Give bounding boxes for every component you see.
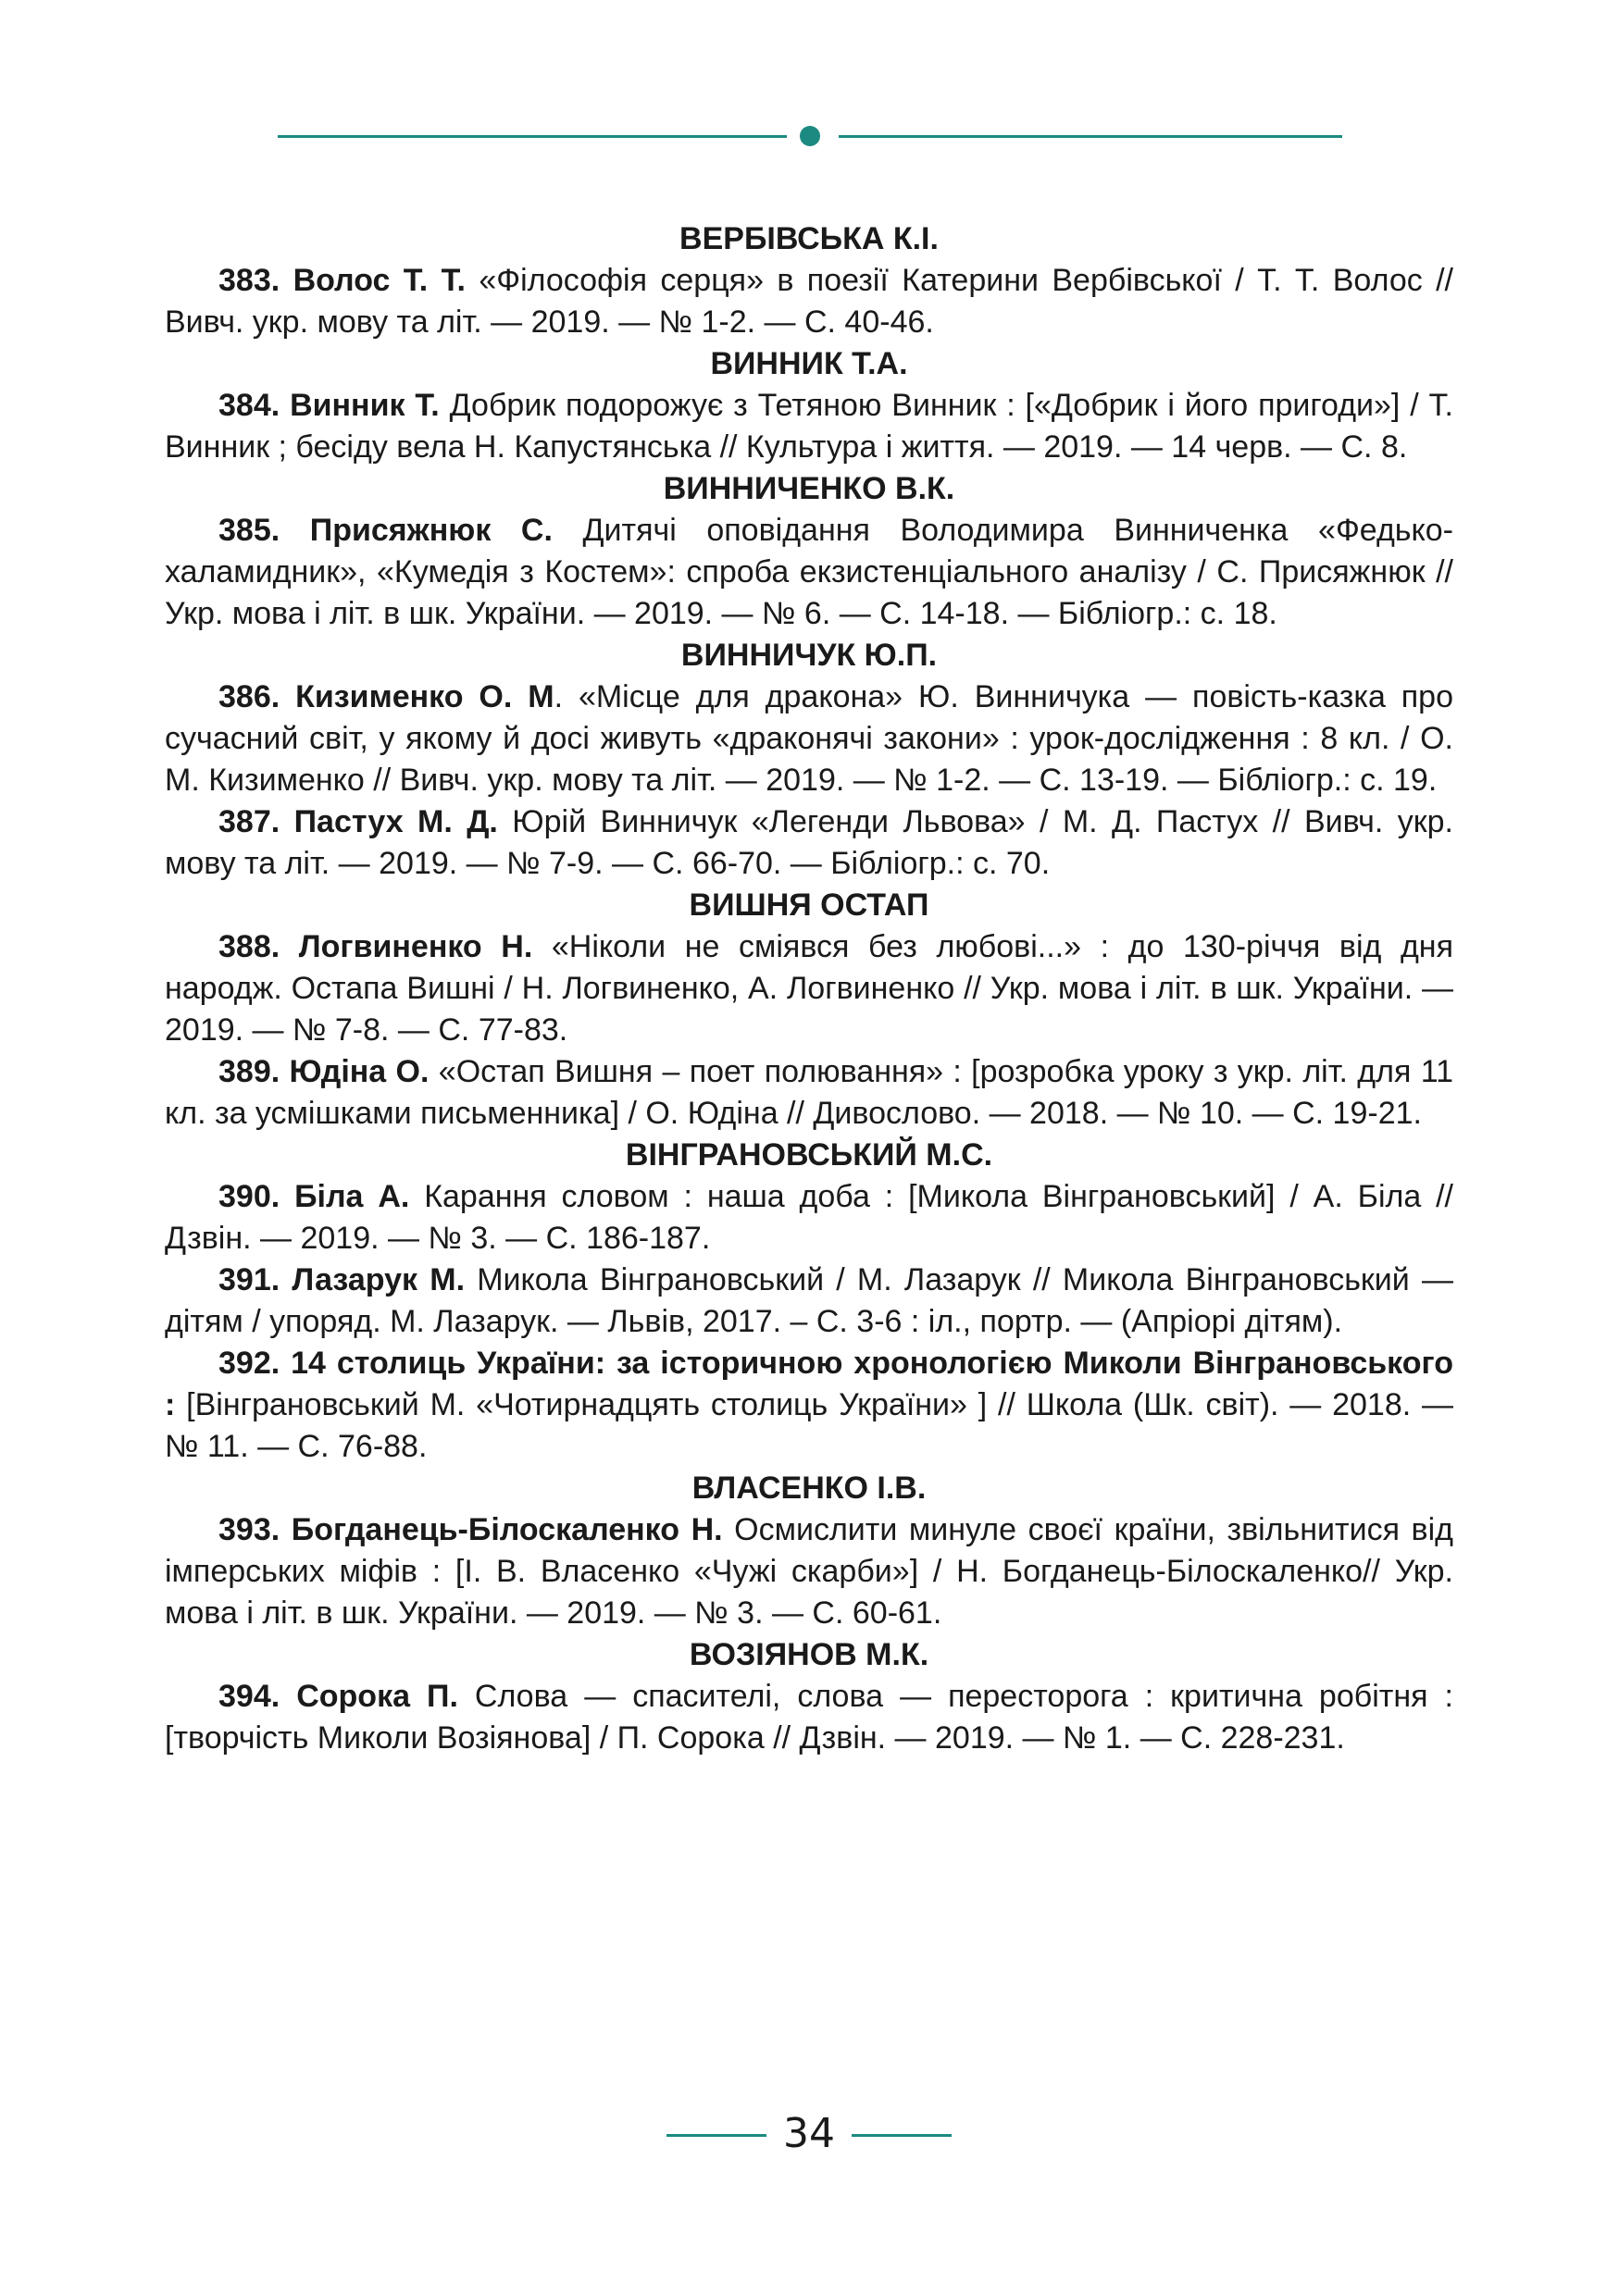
bibliography-entry	[165, 1051, 1453, 1135]
entry-author: Волос Т. Т.	[293, 263, 466, 298]
page-number: 34	[783, 2110, 835, 2157]
entry-text: Добрик подорожує з Тетяною Винник : [«Добрик і його пригоди»] / Т. Винник ; бесіду вела Н. Капустянська // Культура і життя. — 2019. — 14 черв. — С. 8.	[165, 388, 1453, 465]
bibliography-entry	[165, 510, 1453, 635]
entry-author: Біла А.	[294, 1179, 410, 1214]
section-heading: ВЕРБІВСЬКА К.І.	[679, 221, 939, 256]
entry-number: 391.	[218, 1262, 280, 1297]
entry-number: 394.	[218, 1679, 280, 1714]
entry-text: Юрій Винничук «Легенди Львова» / М. Д. Пастух // Вивч. укр. мову та літ. — 2019. — № 7-9. — С. 66-70. — Бібліогр.: с. 70.	[165, 804, 1453, 881]
section-heading: ВИННИК Т.А.	[710, 346, 908, 381]
entry-number: 389.	[218, 1054, 280, 1089]
entry-number: 384.	[218, 388, 280, 423]
bibliography-entry	[165, 801, 1453, 885]
top-decorative-rule	[278, 133, 1342, 141]
bibliography-entry	[165, 260, 1453, 343]
bibliography-entry	[165, 1509, 1453, 1634]
bibliography-entry	[165, 1343, 1453, 1468]
entry-text: Карання словом : наша доба : [Микола Вінграновський] / А. Біла // Дзвін. — 2019. — № 3. — С. 186-187.	[165, 1179, 1454, 1256]
entry-author: 14 столиць України: за історичною хронологією Миколи Вінграновського :	[165, 1346, 1453, 1422]
entry-number: 386.	[218, 679, 280, 714]
footer-line-left	[666, 2134, 766, 2137]
bibliography-entry	[165, 676, 1453, 801]
section-heading: ВИШНЯ ОСТАП	[689, 887, 929, 923]
entry-text: Осмислити минуле своєї країни, звільнитися від імперських міфів : [І. В. Власенко «Чужі скарби»] / Н. Богданець-Білоскаленко// Укр. мова і літ. в шк. України. — 2019. — № 3. — С. 60-61.	[165, 1512, 1453, 1631]
entry-text: Слова — спасителі, слова — пересторога : критична робітня : [творчість Миколи Возіянова] / П. Сорока // Дзвін. — 2019. — № 1. — С. 228-231.	[165, 1679, 1453, 1756]
entry-author: Юдіна О.	[289, 1054, 430, 1089]
entry-number: 392.	[218, 1346, 280, 1381]
entry-author: Кизименко О. М	[295, 679, 554, 714]
entry-text: [Вінграновський М. «Чотирнадцять столиць України» ] // Школа (Шк. світ). — 2018. — № 11. — С. 76-88.	[165, 1387, 1453, 1464]
bibliography-content	[165, 218, 1453, 1759]
entry-number: 388.	[218, 929, 280, 964]
entry-author: Богданець-Білоскаленко Н.	[291, 1512, 723, 1547]
entry-number: 385.	[218, 513, 280, 548]
section-heading: ВІНГРАНОВСЬКИЙ М.С.	[625, 1137, 993, 1173]
section-heading: ВЛАСЕНКО І.В.	[691, 1471, 927, 1506]
rule-line-left	[278, 135, 787, 138]
bibliography-entry	[165, 1176, 1453, 1260]
entry-text: «Ніколи не сміявся без любові...» : до 130-річчя від дня народж. Остапа Вишні / Н. Логвиненко, А. Логвиненко // Укр. мова і літ. в шк. України. — 2019. — № 7-8. — С. 77-83.	[165, 929, 1453, 1048]
entry-text: «Остап Вишня – поет полювання» : [розробка уроку з укр. літ. для 11 кл. за усмішками письменника] / О. Юдіна // Дивослово. — 2018. — № 10. — С. 19-21.	[165, 1054, 1454, 1131]
section-heading: ВИННИЧЕНКО В.К.	[663, 471, 955, 506]
bibliography-entry	[165, 1260, 1453, 1343]
entry-author: Присяжнюк С.	[309, 513, 553, 548]
entry-number: 387.	[218, 804, 280, 839]
entry-author: Пастух М. Д.	[293, 804, 498, 839]
rule-dot-icon	[800, 126, 820, 146]
entry-text: . «Місце для дракона» Ю. Винничука — повість-казка про сучасний світ, у якому й досі живуть «драконячі закони» : урок-дослідження : 8 кл. / О. М. Кизименко // Вивч. укр. мову та літ. — 2019. — № 1-2. — С. 13-19. — Бібліогр.: с. 19.	[165, 679, 1454, 798]
bibliography-entry	[165, 1676, 1453, 1759]
entry-author: Сорока П.	[296, 1679, 458, 1714]
bibliography-entry	[165, 926, 1453, 1051]
entry-number: 393.	[218, 1512, 280, 1547]
section-heading: ВИННИЧУК Ю.П.	[680, 638, 938, 673]
entry-number: 383.	[218, 263, 280, 298]
entry-text: Дитячі оповідання Володимира Винниченка «Федько-халамидник», «Кумедія з Костем»: спроба екзистенціального аналізу / С. Присяжнюк // Укр. мова і літ. в шк. України. — 2019. — № 6. — С. 14-18. — Бібліогр.: с. 18.	[165, 513, 1454, 631]
page-footer	[666, 2108, 953, 2164]
entry-author: Лазарук М.	[292, 1262, 466, 1297]
bibliography-entry	[165, 385, 1453, 468]
entry-text: «Філософія серця» в поезії Катерини Вербівської / Т. Т. Волос // Вивч. укр. мову та літ. — 2019. — № 1-2. — С. 40-46.	[165, 263, 1453, 340]
section-heading: ВОЗІЯНОВ М.К.	[689, 1637, 929, 1672]
entry-text: Микола Вінграновський / М. Лазарук // Микола Вінграновський — дітям / упоряд. М. Лазарук. — Львів, 2017. – С. 3-6 : іл., портр. — (Апріорі дітям).	[165, 1262, 1453, 1339]
footer-line-right	[852, 2134, 952, 2137]
entry-author: Логвиненко Н.	[298, 929, 533, 964]
entry-author: Винник Т.	[290, 388, 440, 423]
rule-line-right	[839, 135, 1342, 138]
entry-number: 390.	[218, 1179, 280, 1214]
